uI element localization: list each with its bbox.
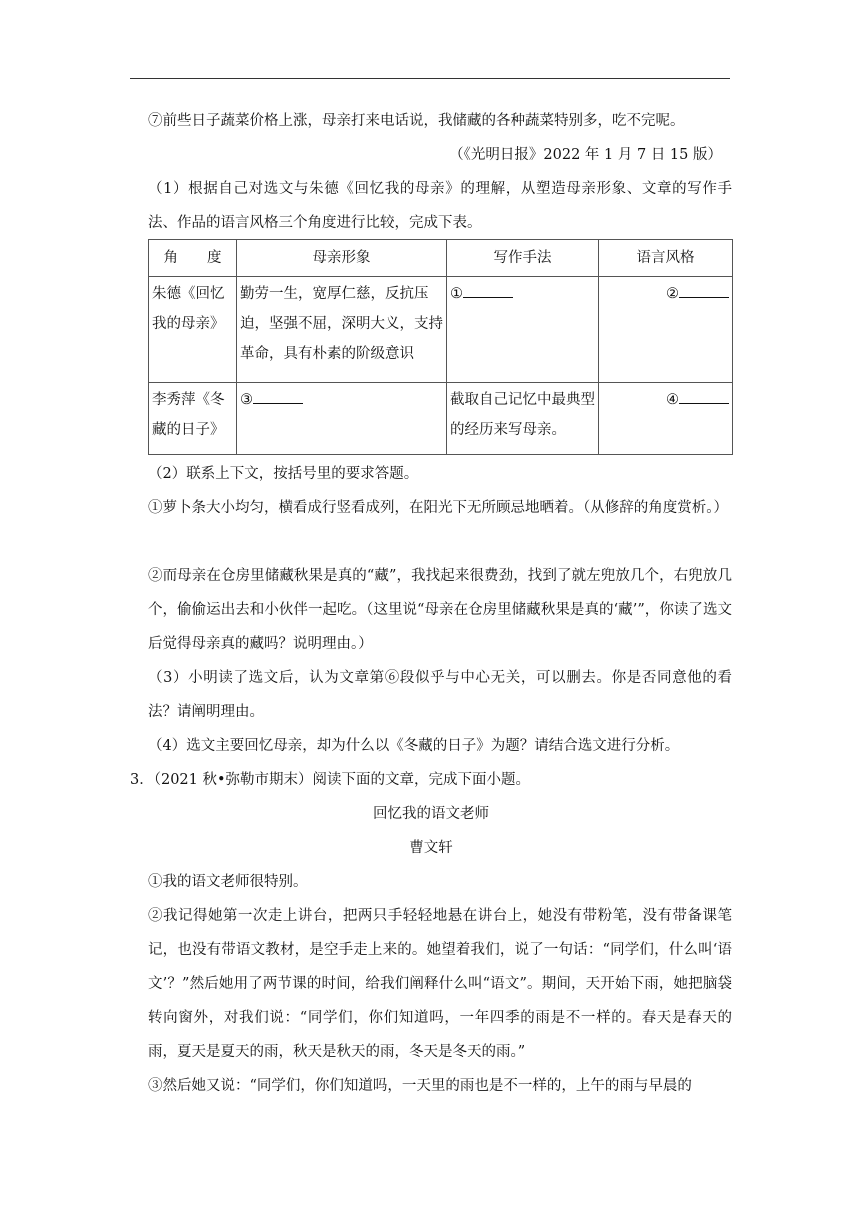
answer-blank[interactable] [463, 279, 513, 298]
header-angle: 角 度 [149, 240, 237, 277]
article-paragraph-2: ②我记得她第一次走上讲台，把两只手轻轻地悬在讲台上，她没有带粉笔，没有带备课笔记，也没有带语文教材，是空手走上来的。她望着我们，说了一句话：“同学们，什么叫‘语文’？”然后她用了两节课的时间，给我们阐释什么叫“语文”。期间，天开始下雨，她把脑袋转向窗外，对我们说：“同学们，你们知道吗，一年四季的雨是不一样的。春天是春天的雨，夏天是夏天的雨，秋天是秋天的雨，冬天是冬天的雨。” [148, 908, 732, 1060]
comparison-table [148, 239, 733, 455]
answer-blank[interactable] [253, 385, 303, 404]
cell-method: 截取自己记忆中最典型的经历来写母亲。 [447, 383, 599, 455]
blank-mark: ④ [666, 392, 679, 408]
question-2a: ①萝卜条大小均匀，横看成行竖看成列，在阳光下无所顾忌地晒着。（从修辞的角度赏析。） [148, 500, 728, 516]
answer-blank[interactable] [679, 385, 729, 404]
cell-work: 李秀萍《冬藏的日子》 [149, 383, 237, 455]
header-language-style: 语言风格 [599, 240, 733, 277]
question-1: （1）根据自己对选文与朱德《回忆我的母亲》的理解，从塑造母亲形象、文章的写作手法、作品的语言风格三个角度进行比较，完成下表。 [148, 181, 732, 231]
cell-style [599, 277, 733, 383]
question-2b: ②而母亲在仓房里储藏秋果是真的“藏”，我找起来很费劲，找到了就左兜放几个，右兜放几个，偷偷运出去和小伙伴一起吃。（这里说“母亲在仓房里储藏秋果是真的‘藏’”，你读了选文后觉得母亲真的藏吗？说明理由。） [148, 568, 732, 652]
blank-mark: ② [666, 286, 679, 302]
header-rule [130, 78, 730, 79]
cell-image [237, 383, 447, 455]
cell-style [599, 383, 733, 455]
table-row [149, 277, 733, 383]
cell-method [447, 277, 599, 383]
article-paragraph-3: ③然后她又说：“同学们，你们知道吗，一天里的雨也是不一样的，上午的雨与早晨的 [148, 1078, 692, 1094]
paragraph-7: ⑦前些日子蔬菜价格上涨，母亲打来电话说，我储藏的各种蔬菜特别多，吃不完呢。 [148, 113, 685, 129]
source-citation: （《光明日报》2022 年 1 月 7 日 15 版） [449, 147, 722, 163]
question-4: （4）选文主要回忆母亲，却为什么以《冬藏的日子》为题？请结合选文进行分析。 [148, 738, 680, 754]
header-writing-method: 写作手法 [447, 240, 599, 277]
blank-mark: ③ [240, 392, 253, 408]
header-mother-image: 母亲形象 [237, 240, 447, 277]
article-paragraph-1: ①我的语文老师很特别。 [148, 874, 308, 890]
answer-blank[interactable] [679, 279, 729, 298]
article-title: 回忆我的语文老师 [373, 806, 489, 822]
article-author: 曹文轩 [409, 840, 453, 856]
table-header-row [149, 240, 733, 277]
cell-work: 朱德《回忆我的母亲》 [149, 277, 237, 383]
blank-mark: ① [450, 286, 463, 302]
question-2: （2）联系上下文，按括号里的要求答题。 [148, 466, 419, 482]
table-row [149, 383, 733, 455]
question-3: （3）小明读了选文后，认为文章第⑥段似乎与中心无关，可以删去。你是否同意他的看法？请阐明理由。 [148, 670, 732, 720]
cell-image: 勤劳一生，宽厚仁慈，反抗压迫，坚强不屈，深明大义，支持革命，具有朴素的阶级意识 [237, 277, 447, 383]
item-3-heading: 3．（2021 秋•弥勒市期末）阅读下面的文章，完成下面小题。 [130, 772, 531, 788]
